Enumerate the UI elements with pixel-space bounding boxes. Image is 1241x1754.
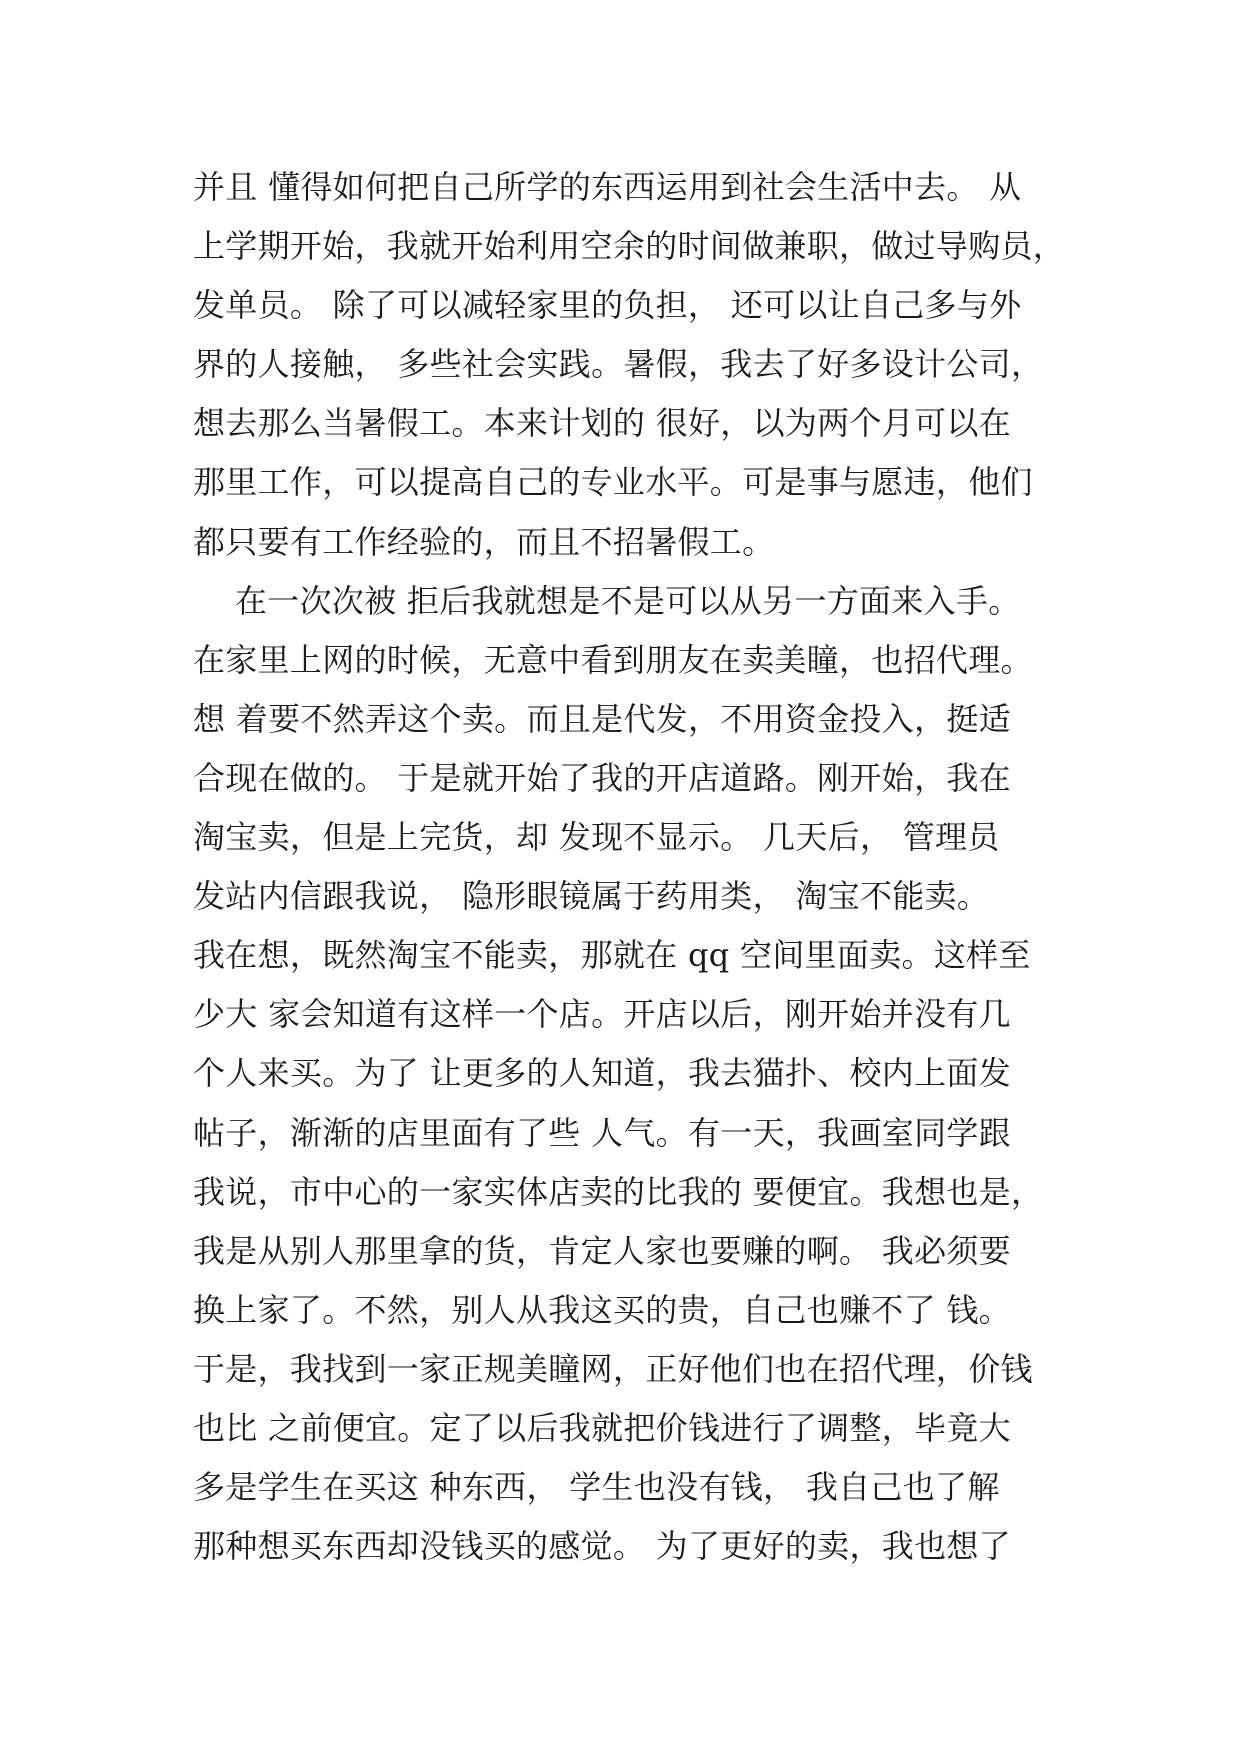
text-line: 多是学生在买这 种东西， 学生也没有钱， 我自己也了解 bbox=[193, 1468, 1000, 1507]
text-line: 那里工作，可以提高自己的专业水平。可是事与愿违，他们 bbox=[193, 463, 1033, 502]
text-line: 于是，我找到一家正规美瞳网，正好他们也在招代理，价钱 bbox=[193, 1349, 1033, 1388]
text-line: 帖子，渐渐的店里面有了些 人气。有一天，我画室同学跟 bbox=[193, 1113, 1011, 1152]
text-line: 我在想，既然淘宝不能卖，那就在 qq 空间里面卖。这样至 bbox=[193, 936, 1031, 975]
text-line: 也比 之前便宜。定了以后我就把价钱进行了调整，毕竟大 bbox=[193, 1408, 1011, 1447]
text-line: 上学期开始，我就开始利用空余的时间做兼职，做过导购员， bbox=[193, 227, 1066, 266]
text-line: 在一次次被 拒后我就想是不是可以从另一方面来入手。 bbox=[193, 581, 1021, 620]
text-line: 合现在做的。 于是就开始了我的开店道路。刚开始，我在 bbox=[193, 758, 1011, 797]
text-line: 并且 懂得如何把自己所学的东西运用到社会生活中去。 从 bbox=[193, 168, 1022, 206]
text-line: 界的人接触， 多些社会实践。暑假，我去了好多设计公司， bbox=[193, 345, 1044, 384]
text-line: 淘宝卖，但是上完货，却 发现不显示。 几天后， 管理员 bbox=[193, 818, 1000, 857]
text-line: 换上家了。不然，别人从我这买的贵，自己也赚不了 钱。 bbox=[193, 1290, 1011, 1329]
text-line: 想去那么当暑假工。本来计划的 很好，以为两个月可以在 bbox=[193, 404, 1011, 443]
text-line: 都只要有工作经验的，而且不招暑假工。 bbox=[193, 522, 775, 561]
text-line: 在家里上网的时候，无意中看到朋友在卖美瞳，也招代理。 bbox=[193, 640, 1033, 679]
text-line: 那种想买东西却没钱买的感觉。 为了更好的卖，我也想了 bbox=[193, 1527, 1011, 1566]
text-line: 少大 家会知道有这样一个店。开店以后，刚开始并没有几 bbox=[193, 995, 1011, 1034]
text-line: 想 着要不然弄这个卖。而且是代发，不用资金投入，挺适 bbox=[193, 699, 1011, 738]
text-line: 发单员。 除了可以减轻家里的负担， 还可以让自己多与外 bbox=[193, 286, 1022, 325]
text-line: 个人来买。为了 让更多的人知道，我去猫扑、校内上面发 bbox=[193, 1054, 1011, 1093]
text-line: 发站内信跟我说， 隐形眼镜属于药用类， 淘宝不能卖。 bbox=[193, 877, 990, 916]
text-line: 我说，市中心的一家实体店卖的比我的 要便宜。我想也是， bbox=[193, 1172, 1044, 1211]
text-line: 我是从别人那里拿的货，肯定人家也要赚的啊。 我必须要 bbox=[193, 1231, 1011, 1270]
body-text bbox=[193, 158, 1073, 1576]
